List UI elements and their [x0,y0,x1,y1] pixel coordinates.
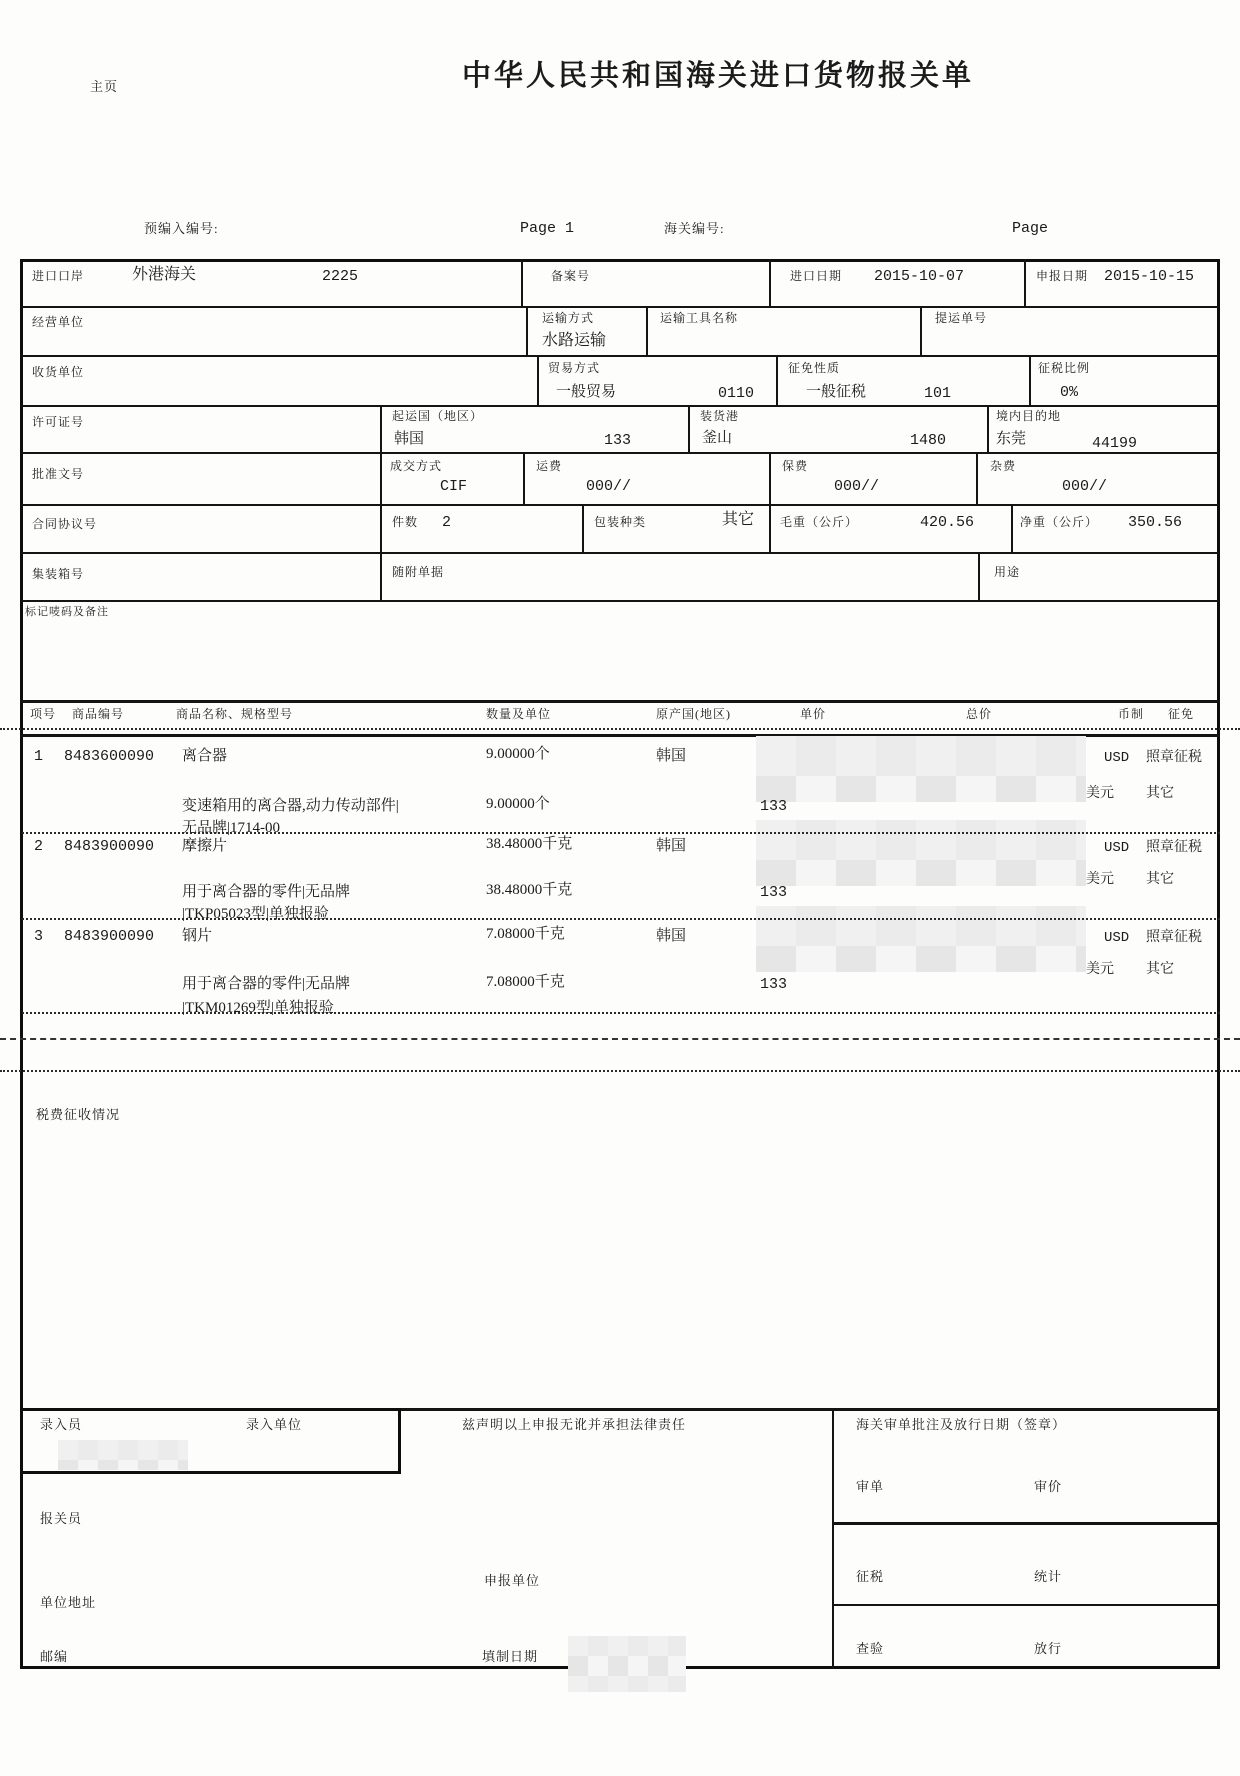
redaction-mosaic [568,1636,686,1692]
col-origin: 原产国(地区) [656,707,731,721]
grid-line [987,405,989,452]
unit-address-label: 单位地址 [40,1595,97,1610]
item-levy2: 其它 [1146,786,1174,801]
tax-ratio-value: 0% [1060,384,1079,401]
levy-tax-label: 征税 [856,1569,885,1584]
page-indicator-left: Page 1 [520,220,575,237]
item-levy: 照章征税 [1146,840,1202,855]
col-unit-price: 单价 [800,707,827,721]
item-code: 8483900090 [64,928,155,945]
item-levy: 照章征税 [1146,930,1202,945]
grid-line [20,600,1220,602]
item-code: 8483600090 [64,748,155,765]
grid-line [920,306,922,355]
grid-line [688,405,690,452]
vehicle-name-label: 运输工具名称 [660,311,739,325]
declare-date-value: 2015-10-15 [1104,268,1195,285]
postcode-label: 邮编 [40,1649,69,1664]
grid-line [582,504,584,552]
grid-line [380,452,382,504]
item-separator [22,832,1220,834]
insurance-value: 000// [834,478,880,495]
transport-mode-label: 运输方式 [542,311,595,325]
transaction-mode-label: 成交方式 [390,459,443,473]
item-origin: 韩国 [656,928,687,944]
packages-label: 件数 [392,515,419,529]
item-currency: USD [1104,930,1130,946]
grid-line [521,259,523,306]
inspection-label: 查验 [856,1641,885,1656]
item-qty2: 7.08000千克 [486,974,565,990]
item-separator [22,918,1220,920]
loading-port-label: 装货港 [700,409,740,423]
item-currency-cn: 美元 [1086,872,1114,887]
gross-weight-label: 毛重（公斤） [780,515,859,529]
item-qty: 7.08000千克 [486,926,565,942]
item-levy2: 其它 [1146,872,1174,887]
item-levy2: 其它 [1146,962,1174,977]
declaration-statement: 兹声明以上申报无讹并承担法律责任 [462,1417,687,1432]
item-qty: 9.00000个 [486,746,550,762]
levy-nature-label: 征免性质 [788,361,841,375]
declarant-label: 报关员 [40,1511,83,1526]
grid-line [0,728,1240,730]
item-desc: 变速箱用的离合器,动力传动部件| [182,798,399,814]
freight-value: 000// [586,478,632,495]
bill-no-label: 提运单号 [935,311,988,325]
redaction-mosaic [58,1440,188,1470]
tax-ratio-label: 征税比例 [1038,361,1091,375]
trade-mode-label: 贸易方式 [548,361,601,375]
grid-line [769,504,771,552]
package-type-value: 其它 [722,511,755,528]
item-qty: 38.48000千克 [486,836,573,852]
freight-label: 运费 [536,459,563,473]
grid-line [978,552,980,600]
misc-fee-value: 000// [1062,478,1108,495]
item-origin-code: 133 [760,798,788,815]
departure-country-value: 韩国 [394,431,425,447]
grid-line [20,405,1220,407]
usage-label: 用途 [994,565,1021,579]
grid-line [769,259,771,306]
license-no-label: 许可证号 [32,415,85,429]
grid-line [380,552,382,600]
col-seq: 项号 [30,707,57,721]
item-origin: 韩国 [656,838,687,854]
record-no-label: 备案号 [551,269,591,283]
item-currency-cn: 美元 [1086,786,1114,801]
item-seq: 3 [34,928,44,945]
fill-date-label: 填制日期 [482,1649,539,1664]
review-doc-label: 审单 [856,1479,885,1494]
grid-line [20,552,1220,554]
grid-line [1011,504,1013,552]
col-levy: 征免 [1168,707,1195,721]
approval-no-label: 批准文号 [32,467,85,481]
col-qty: 数量及单位 [486,707,552,721]
tax-section-label: 税费征收情况 [36,1107,121,1122]
col-name: 商品名称、规格型号 [176,707,294,721]
statistics-label: 统计 [1034,1569,1063,1584]
net-weight-label: 净重（公斤） [1020,515,1099,529]
item-currency-cn: 美元 [1086,962,1114,977]
item-desc: 用于离合器的零件|无品牌 [182,976,351,992]
insurance-label: 保费 [782,459,809,473]
grid-line [776,355,778,405]
grid-line [832,1522,1220,1525]
loading-port-value: 釜山 [702,430,733,446]
operator-label: 经营单位 [32,315,85,329]
item-seq: 2 [34,838,44,855]
entry-unit-label: 录入单位 [246,1417,303,1432]
col-code: 商品编号 [72,707,125,721]
entry-clerk-label: 录入员 [40,1417,83,1432]
item-name: 离合器 [182,748,228,764]
grid-line [380,504,382,552]
pre-entry-no-label: 预编入编号: [144,221,219,236]
marks-notes-label: 标记唛码及备注 [25,606,109,618]
col-currency: 币制 [1118,707,1145,721]
trade-mode-value: 一般贸易 [556,384,617,400]
attached-docs-label: 随附单据 [392,565,445,579]
redaction-mosaic [756,820,1086,886]
item-code: 8483900090 [64,838,155,855]
declaring-unit-label: 申报单位 [484,1573,541,1588]
item-origin: 韩国 [656,748,687,764]
customs-no-label: 海关编号: [664,221,725,236]
destination-value: 东莞 [996,431,1027,447]
transport-mode-value: 水路运输 [542,332,607,349]
grid-line [832,1408,834,1669]
package-type-label: 包装种类 [594,515,647,529]
destination-code: 44199 [1092,435,1138,452]
item-qty2: 9.00000个 [486,796,550,812]
item-seq: 1 [34,748,44,765]
item-currency: USD [1104,750,1130,766]
grid-line [646,306,648,355]
item-desc2: |TKP05023型|单独报验 [182,906,329,922]
review-price-label: 审价 [1034,1479,1063,1494]
gross-weight-value: 420.56 [920,514,975,531]
grid-line [20,700,1220,703]
import-port-code: 2225 [322,268,359,285]
import-port-label: 进口口岸 [32,269,85,283]
grid-line [20,306,1220,308]
section-separator [0,1038,1240,1040]
grid-line [20,504,1220,506]
packages-value: 2 [442,514,452,531]
misc-fee-label: 杂费 [990,459,1017,473]
consignee-label: 收货单位 [32,365,85,379]
import-port-value: 外港海关 [132,266,197,283]
grid-line [523,452,525,504]
contract-no-label: 合同协议号 [32,517,98,531]
item-separator [22,1012,1220,1014]
net-weight-value: 350.56 [1128,514,1183,531]
item-levy: 照章征税 [1146,750,1202,765]
destination-label: 境内目的地 [996,409,1062,423]
col-total-price: 总价 [966,707,993,721]
item-desc2: 无品牌|1714-00 [182,820,280,836]
grid-line [1024,259,1026,306]
page-indicator-right: Page [1012,220,1049,237]
grid-line [20,355,1220,357]
grid-line [976,452,978,504]
grid-line [769,452,771,504]
import-date-value: 2015-10-07 [874,268,965,285]
grid-line [537,355,539,405]
customs-endorsement-label: 海关审单批注及放行日期（签章） [856,1417,1067,1432]
item-name: 摩擦片 [182,838,228,854]
departure-country-label: 起运国（地区） [392,409,484,423]
levy-nature-code: 101 [924,385,952,402]
item-desc: 用于离合器的零件|无品牌 [182,884,351,900]
levy-nature-value: 一般征税 [806,384,867,400]
section-separator [0,1070,1240,1072]
grid-line [380,405,382,452]
container-no-label: 集装箱号 [32,567,85,581]
item-desc2: |TKM01269型|单独报验 [182,1000,334,1016]
grid-line [832,1604,1220,1606]
item-origin-code: 133 [760,976,788,993]
item-currency: USD [1104,840,1130,856]
redaction-mosaic [756,736,1086,802]
import-date-label: 进口日期 [790,269,843,283]
loading-port-code: 1480 [910,432,947,449]
redaction-mosaic [756,906,1086,972]
item-origin-code: 133 [760,884,788,901]
departure-country-code: 133 [604,432,632,449]
declare-date-label: 申报日期 [1036,269,1089,283]
release-label: 放行 [1034,1641,1063,1656]
document-title: 中华人民共和国海关进口货物报关单 [462,60,975,92]
grid-line [526,306,528,355]
grid-line [1029,355,1031,405]
trade-mode-code: 0110 [718,385,755,402]
item-name: 钢片 [182,928,213,944]
transaction-mode-value: CIF [440,478,468,495]
item-qty2: 38.48000千克 [486,882,573,898]
home-label: 主页 [90,79,119,94]
grid-line [20,452,1220,454]
